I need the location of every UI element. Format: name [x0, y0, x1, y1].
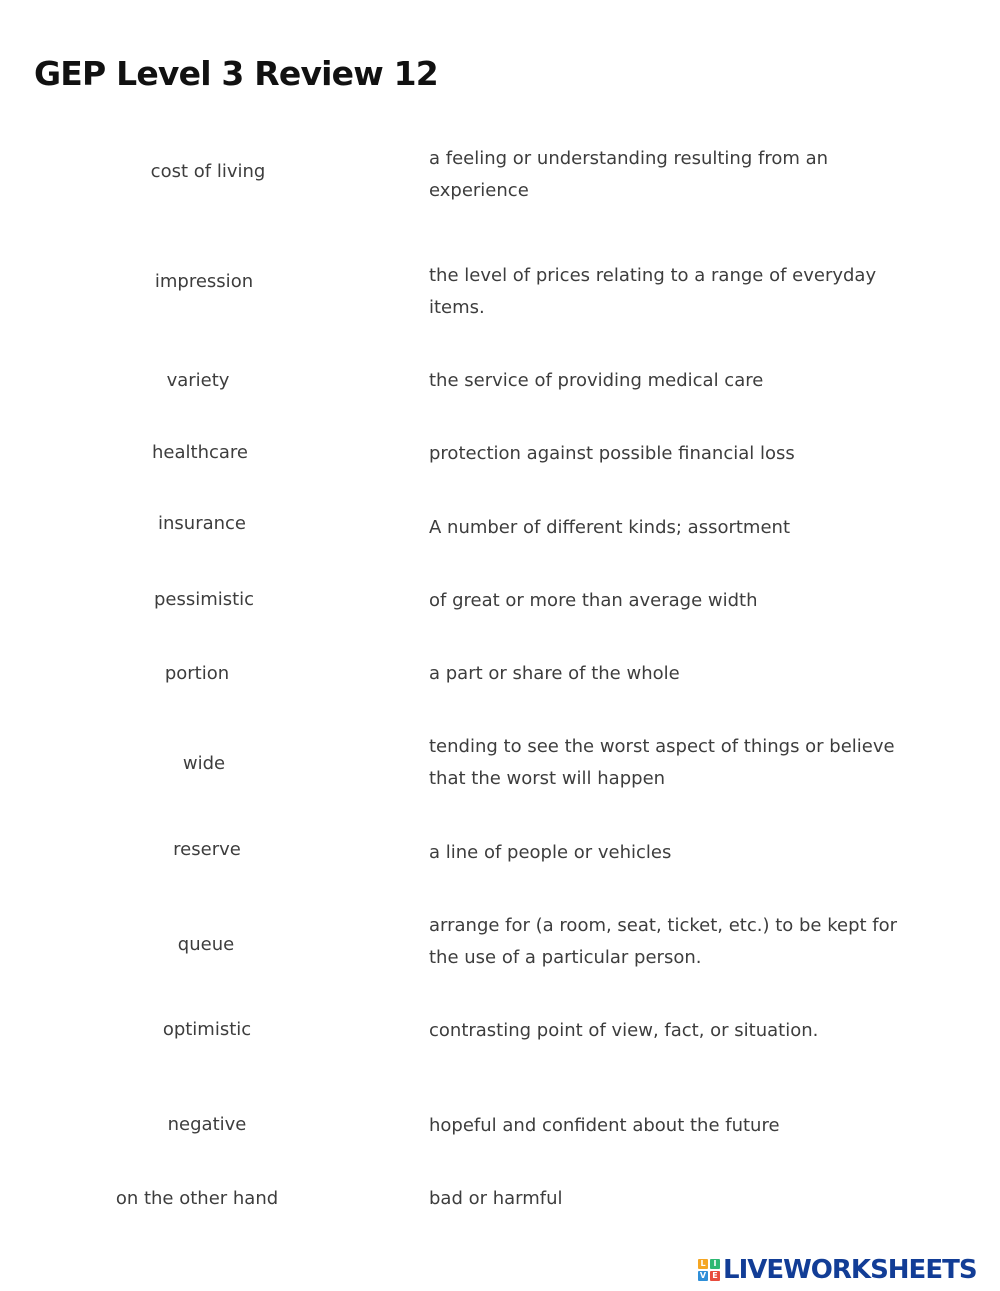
term-item[interactable]: reserve — [173, 839, 241, 860]
term-item[interactable]: on the other hand — [115, 1188, 279, 1209]
definition-item[interactable]: bad or harmful — [429, 1188, 563, 1209]
logo-mark-tile: L — [698, 1259, 708, 1269]
definition-item[interactable]: A number of different kinds; assortment — [429, 517, 791, 538]
definition-item[interactable]: the service of providing medical care — [429, 370, 764, 391]
definition-item[interactable]: protection against possible financial loss — [429, 443, 795, 464]
term-item[interactable]: impression — [154, 271, 254, 292]
page-title: GEP Level 3 Review 12 — [34, 54, 438, 93]
term-item[interactable]: pessimistic — [153, 589, 255, 610]
definition-item[interactable]: a line of people or vehicles — [429, 842, 672, 863]
term-item[interactable]: cost of living — [150, 161, 266, 182]
term-item[interactable]: wide — [182, 753, 226, 774]
term-item[interactable]: queue — [177, 934, 235, 955]
definition-item[interactable]: a part or share of the whole — [429, 663, 680, 684]
logo-mark-tile: E — [710, 1271, 720, 1281]
term-item[interactable]: optimistic — [162, 1019, 252, 1040]
definition-item[interactable]: contrasting point of view, fact, or situation. — [429, 1020, 819, 1041]
term-item[interactable]: insurance — [157, 513, 247, 534]
term-item[interactable]: healthcare — [152, 442, 248, 463]
logo-mark-tile: I — [710, 1259, 720, 1269]
definition-item[interactable]: tending to see the worst aspect of things or believe that the worst will happen — [429, 736, 895, 789]
term-item[interactable]: portion — [164, 663, 230, 684]
definition-item[interactable]: arrange for (a room, seat, ticket, etc.) to be kept for the use of a particular person. — [429, 915, 898, 968]
logo-mark-tile: V — [699, 1271, 707, 1280]
logo-mark-icon — [698, 1259, 720, 1281]
definition-item[interactable]: of great or more than average width — [429, 590, 758, 611]
definition-item[interactable]: hopeful and confident about the future — [429, 1115, 780, 1136]
term-item[interactable]: negative — [167, 1114, 247, 1135]
definition-item[interactable]: the level of prices relating to a range of everyday items. — [429, 265, 877, 318]
definition-item[interactable]: a feeling or understanding resulting from an experience — [429, 148, 829, 201]
liveworksheets-logo — [698, 1254, 977, 1286]
logo-text: LIVEWORKSHEETS — [723, 1255, 977, 1285]
term-item[interactable]: variety — [166, 370, 230, 391]
